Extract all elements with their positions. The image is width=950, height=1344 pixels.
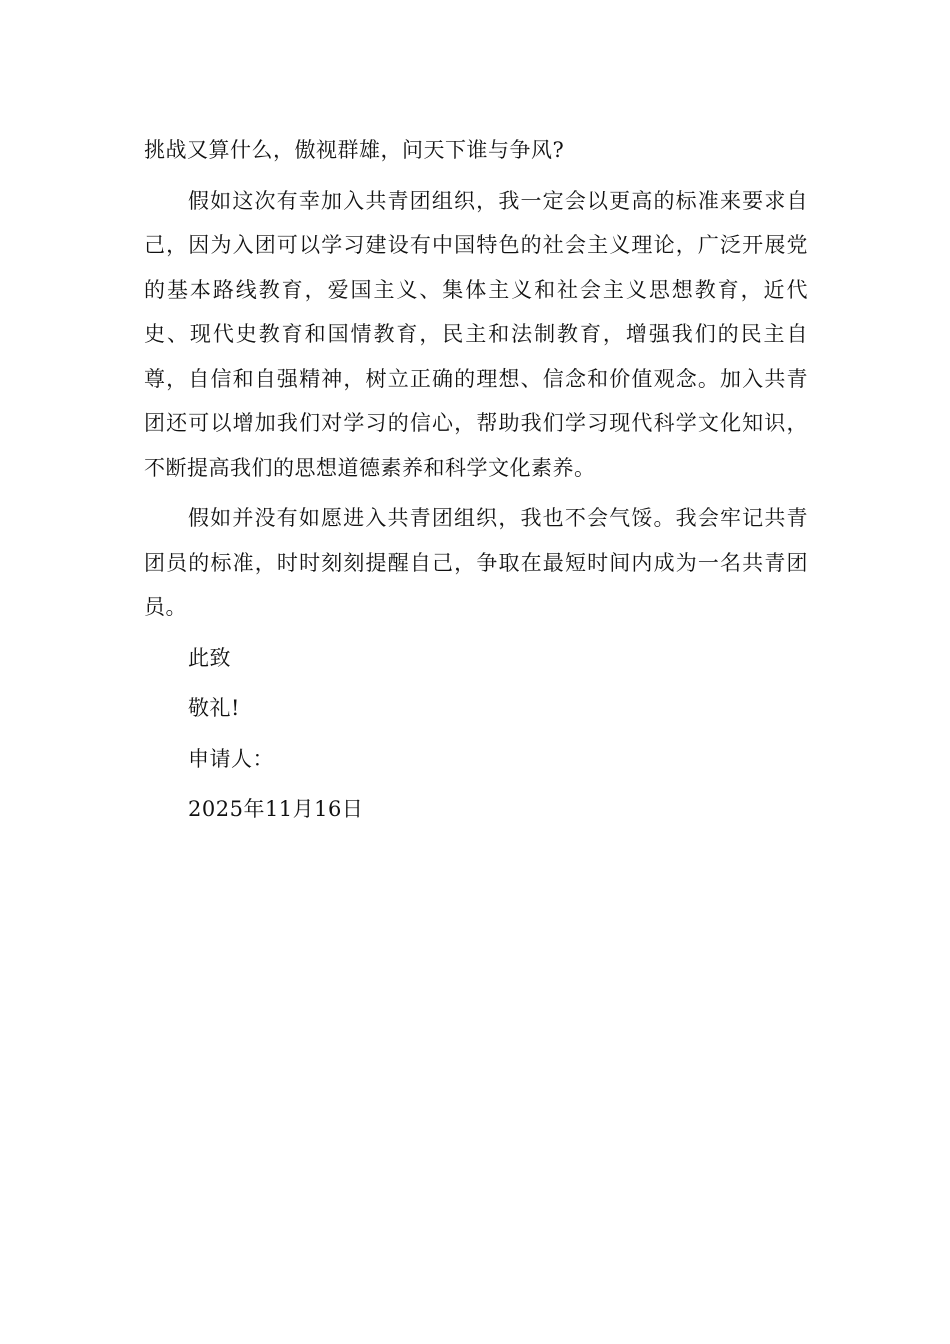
paragraph-if-not-accepted: 假如并没有如愿进入共青团组织，我也不会气馁。我会牢记共青团员的标准，时时刻刻提醒自己，争取在最短时间内成为一名共青团员。 [144,506,808,619]
closing-salutation: 此致 [188,645,231,670]
paragraph-join-intent: 假如这次有幸加入共青团组织，我一定会以更高的标准来要求自己，因为入团可以学习建设有中国特色的社会主义理论，广泛开展党的基本路线教育，爱国主义、集体主义和社会主义思想教育，近代史、现代史教育和国情教育，民主和法制教育，增强我们的民主自尊，自信和自强精神，树立正确的理想、信念和价值观念。加入共青团还可以增加我们对学习的信心，帮助我们学习现代科学文化知识，不断提高我们的思想道德素养和科学文化素养。 [144,188,808,480]
date-line: 2025年11月16日 [188,797,364,821]
closing-regards: 敬礼! [188,696,240,720]
paragraph-continuation: 挑战又算什么，傲视群雄，问天下谁与争风? [144,138,565,162]
document-body [144,128,808,832]
applicant-label: 申请人： [188,746,274,771]
